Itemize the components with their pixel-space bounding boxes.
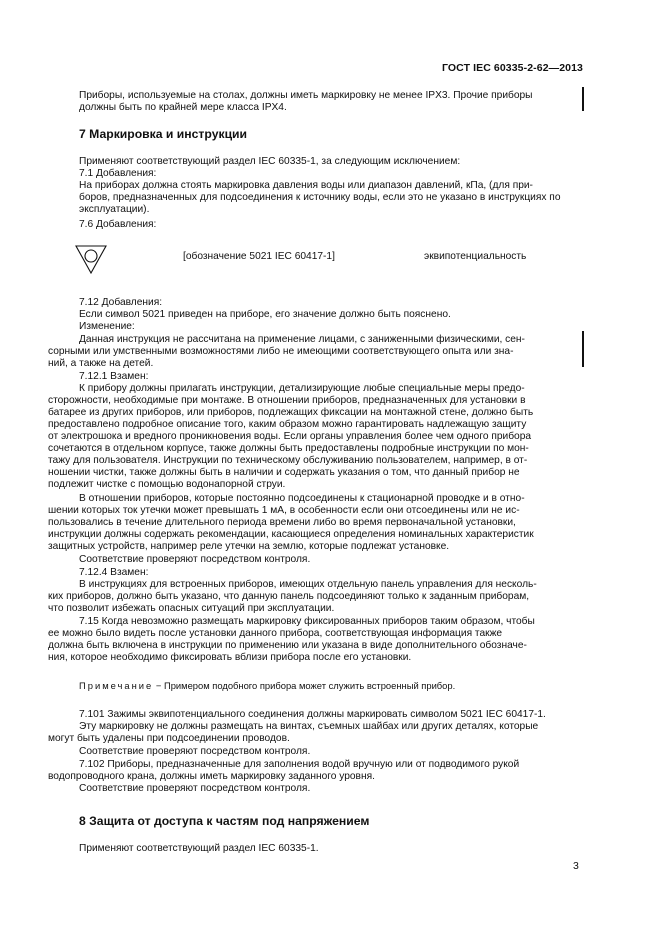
text-line: защитных устройств, например реле утечки на землю, которые подлежат установке. bbox=[48, 541, 450, 552]
text-line: 7.102 Приборы, предназначенные для заполнения водой вручную или от подводимого рукой bbox=[79, 759, 520, 770]
equipotential-symbol-icon bbox=[74, 244, 108, 276]
text-line: Изменение: bbox=[79, 321, 135, 332]
text-line: 7.12.4 Взамен: bbox=[79, 567, 149, 578]
text-line: ких приборов, должно быть указано, что данную панель подсоединяют только к заданным приборам, bbox=[48, 591, 530, 602]
intro-line: должны быть по крайней мере класса IPX4. bbox=[79, 102, 287, 113]
text-line: Соответствие проверяют посредством контроля. bbox=[79, 783, 311, 794]
text-line: сторожности, необходимые при монтаже. В отношении приборов, предназначенных для установки в bbox=[48, 395, 526, 406]
text-line: предоставлено подробное описание того, каким образом можно гарантировать надлежащую защиту bbox=[48, 419, 527, 430]
text-line: инструкции должны содержать рекомендации, касающиеся определения номинальных характеристик bbox=[48, 529, 534, 540]
text-line: Соответствие проверяют посредством контроля. bbox=[79, 554, 311, 565]
symbol-reference: [обозначение 5021 IEC 60417-1] bbox=[183, 251, 335, 262]
text-line: водопроводного крана, должны иметь маркировку заданного уровня. bbox=[48, 771, 375, 782]
section-7-heading: 7 Маркировка и инструкции bbox=[79, 127, 248, 141]
text-line: Применяют соответствующий раздел IEC 60335-1, за следующим исключением: bbox=[79, 156, 461, 167]
text-line: ния, которое необходимо фиксировать вблизи прибора после его установки. bbox=[48, 652, 412, 663]
text-line: от электрошока и вредного проникновения воды. Если органы управления более чем одного прибора bbox=[48, 431, 532, 442]
text-line: В отношении приборов, которые постоянно подсоединены к стационарной проводке и в отно- bbox=[79, 493, 525, 504]
document-header: ГОСТ IEC 60335-2-62—2013 bbox=[441, 62, 583, 74]
text-line: В инструкциях для встроенных приборов, имеющих отдельную панель управления для несколь- bbox=[79, 579, 537, 590]
text-line: Если символ 5021 приведен на приборе, его значение должно быть пояснено. bbox=[79, 309, 451, 320]
text-line: могут быть удалены при подсоединении проводов. bbox=[48, 733, 290, 744]
text-line: 7.15 Когда невозможно размещать маркировку фиксированных приборов таким образом, чтобы bbox=[79, 616, 535, 627]
text-line: боров, предназначенных для подсоединения к источнику воды, если это не указано в инструкциях по bbox=[79, 192, 561, 203]
note-text: − Примером подобного прибора может служить встроенный прибор. bbox=[153, 680, 456, 691]
text-line: эксплуатации). bbox=[79, 204, 150, 215]
text-line: 7.6 Добавления: bbox=[79, 219, 157, 230]
text-line: ее можно было видеть после установки данного прибора, соответствующая информация также bbox=[48, 628, 503, 639]
text-line: 7.12.1 Взамен: bbox=[79, 371, 149, 382]
section-8-heading: 8 Защита от доступа к частям под напряжением bbox=[79, 814, 370, 828]
text-line: К прибору должны прилагать инструкции, детализирующие любые специальные меры предо- bbox=[79, 383, 525, 394]
page-number: 3 bbox=[573, 860, 579, 872]
text-line: тажу для пользователя. Инструкции по техническому обслуживанию пользователем, например, в от- bbox=[48, 455, 528, 466]
text-line: На приборах должна стоять маркировка давления воды или диапазон давлений, кПа, (для при- bbox=[79, 180, 533, 191]
note bbox=[79, 680, 455, 692]
text-line: должна быть включена в инструкции по применению или указана в виде дополнительного обозначе- bbox=[48, 640, 527, 651]
text-line: шении которых ток утечки может превышать 1 мА, в особенности если они отсоединены или не ис- bbox=[48, 505, 520, 516]
text-line: Эту маркировку не должны размещать на винтах, съемных шайбах или других деталях, которые bbox=[79, 721, 539, 732]
intro-line: Приборы, используемые на столах, должны иметь маркировку не менее IPX3. Прочие приборы bbox=[79, 90, 533, 101]
text-line: Применяют соответствующий раздел IEC 60335-1. bbox=[79, 843, 319, 854]
note-label: Примечание bbox=[79, 680, 154, 691]
text-line: 7.1 Добавления: bbox=[79, 168, 157, 179]
text-line: 7.101 Зажимы эквипотенциального соединения должны маркировать символом 5021 IEC 60417-1. bbox=[79, 709, 546, 720]
text-line: что позволит избежать опасных ситуаций при эксплуатации. bbox=[48, 603, 335, 614]
symbol-name: эквипотенциальность bbox=[424, 251, 527, 262]
text-line: Данная инструкция не рассчитана на применение лицами, с заниженными физическими, сен- bbox=[79, 334, 525, 345]
text-line: сорными или умственными возможностями либо не имеющими соответствующего опыта или зна- bbox=[48, 346, 514, 357]
text-line: 7.12 Добавления: bbox=[79, 297, 163, 308]
change-bar bbox=[582, 331, 584, 367]
text-line: подлежит чистке с помощью водонапорной струи. bbox=[48, 479, 286, 490]
change-bar bbox=[582, 87, 584, 111]
text-line: батарее из других приборов, или приборов, подлежащих фиксации на монтажной стене, должно быть bbox=[48, 407, 534, 418]
text-line: ношении чистки, также должны быть в наличии и содержать указания о том, что данный прибор не bbox=[48, 467, 520, 478]
text-line: ний, а также на детей. bbox=[48, 358, 154, 369]
text-line: сочетаются в отдельном корпусе, также должны быть предоставлены подробные инструкции по мон- bbox=[48, 443, 529, 454]
text-line: пользовались в течение длительного периода времени либо во время первоначальной установки, bbox=[48, 517, 516, 528]
text-line: Соответствие проверяют посредством контроля. bbox=[79, 746, 311, 757]
